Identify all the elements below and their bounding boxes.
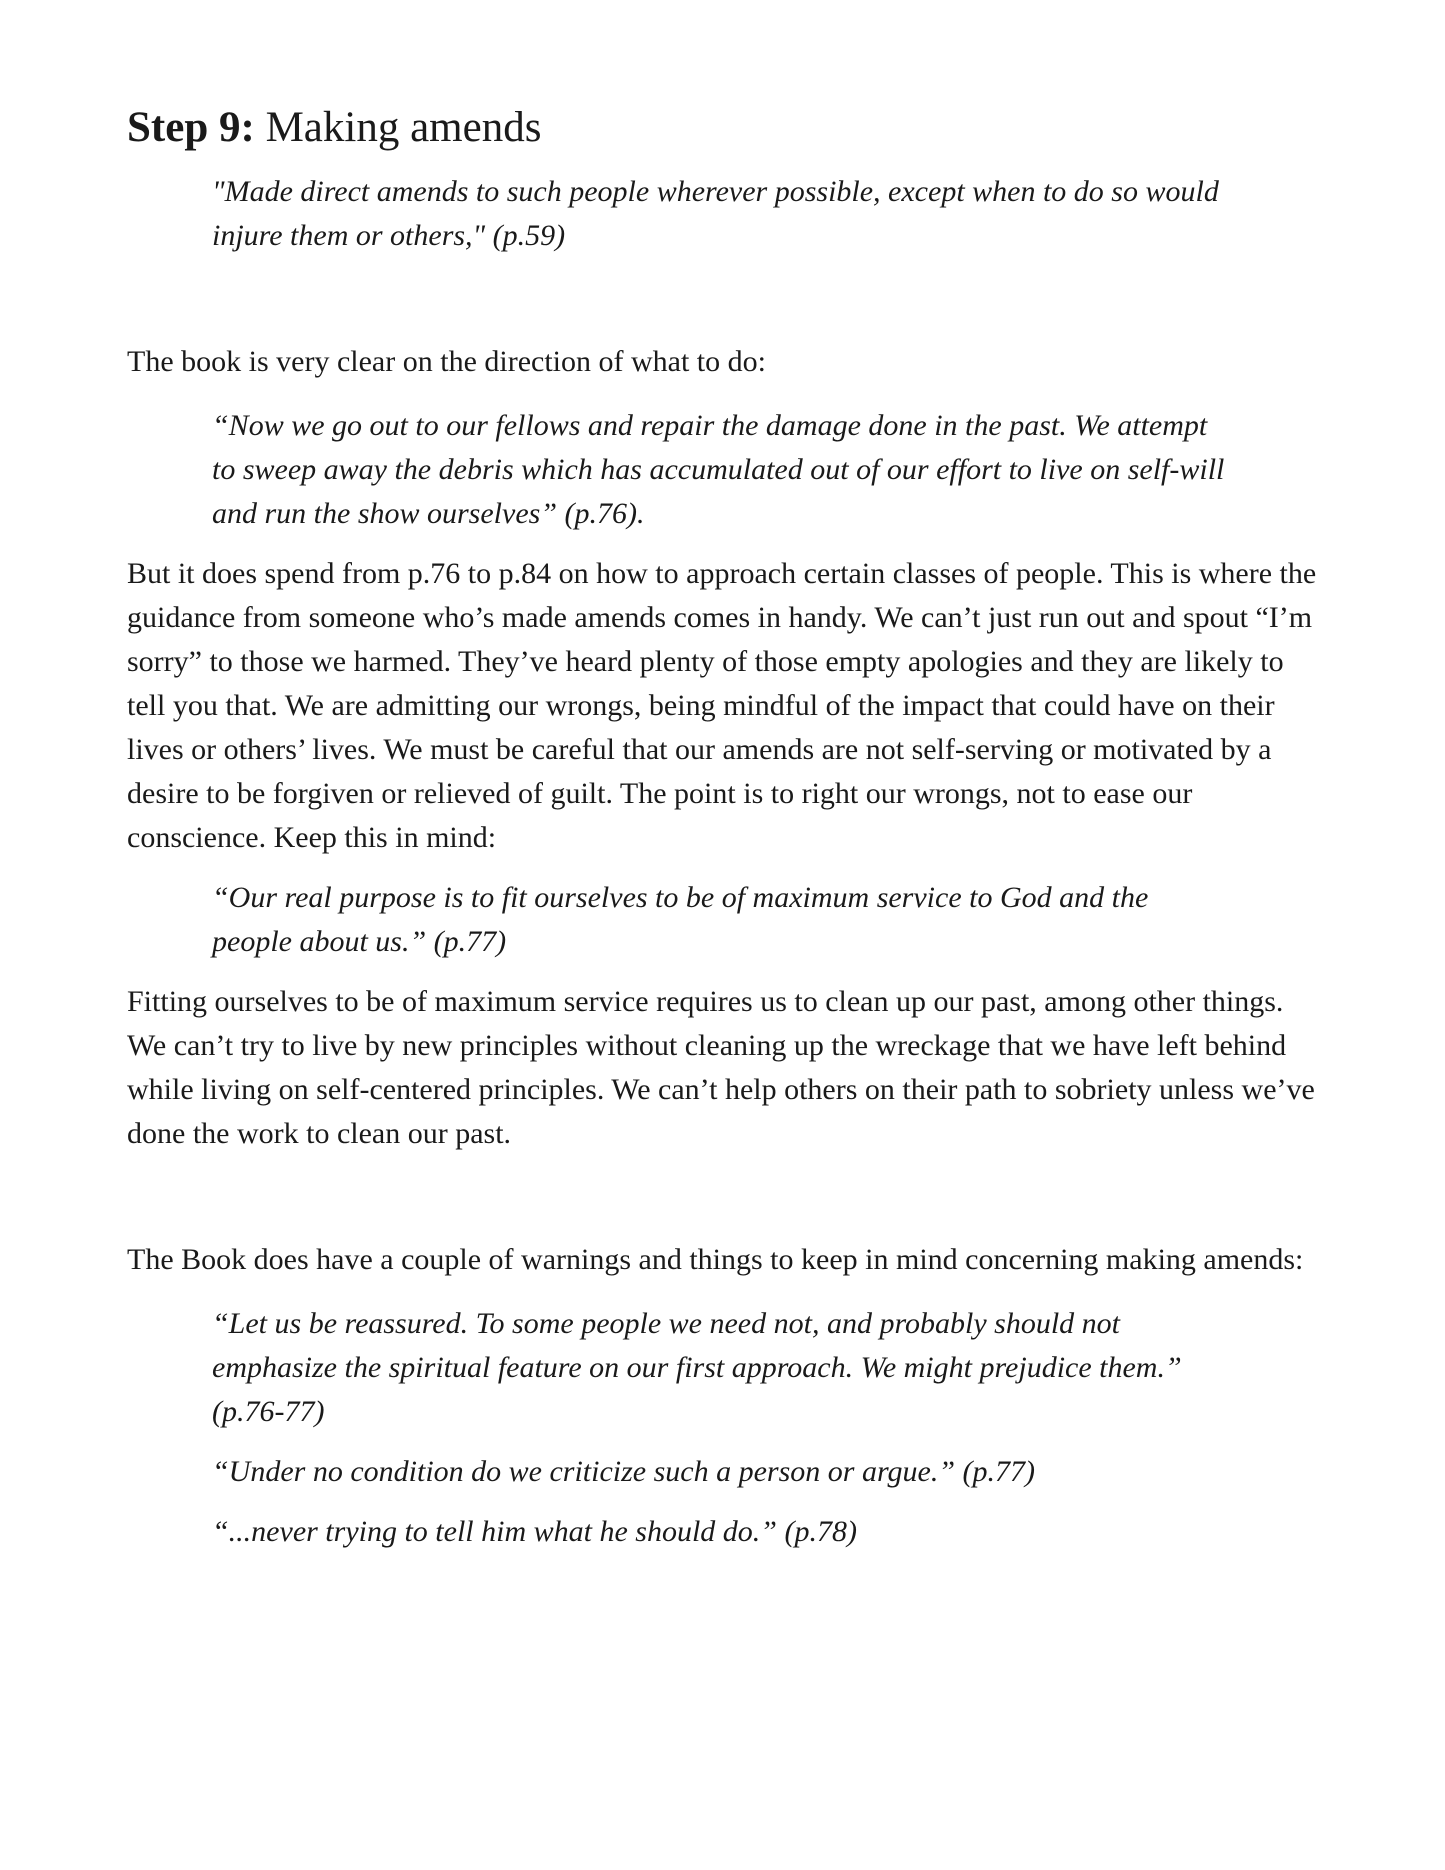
paragraph-approach: But it does spend from p.76 to p.84 on how to approach certain classes of people. This is where the guidance from someone who’s made amends comes in handy. We can’t just run out and spout “I’m sorry” to those we harmed. They’ve heard plenty of those empty apologies and they are likely to tell you that. We are admitting our wrongs, being mindful of the impact that could have on their lives or others’ lives. We must be careful that our amends are not self-serving or motivated by a desire to be forgiven or relieved of guilt. The point is to right our wrongs, not to ease our conscience. Keep this in mind:	[127, 557, 1317, 854]
quote-reassured: “Let us be reassured. To some people we need not, and probably should not emphasize the spiritual feature on our first approach. We might prejudice them.” (p.76-77)	[212, 1307, 1182, 1428]
page-title	[127, 100, 1317, 156]
step-title: Making amends	[265, 104, 542, 151]
paragraph-direction: The book is very clear on the direction of what to do:	[127, 345, 766, 378]
document-page	[127, 100, 1317, 1554]
quote-never-tell: “...never trying to tell him what he should do.” (p.78)	[212, 1515, 857, 1548]
intro-quote: "Made direct amends to such people wherever possible, except when to do so would injure them or others," (p.59)	[212, 175, 1219, 252]
quote-real-purpose: “Our real purpose is to fit ourselves to be of maximum service to God and the people about us.” (p.77)	[212, 881, 1149, 958]
step-label: Step 9:	[127, 104, 255, 151]
quote-repair-damage: “Now we go out to our fellows and repair the damage done in the past. We attempt to sweep away the debris which has accumulated out of our effort to live on self-will and run the show ourselves” (p.76).	[212, 409, 1225, 530]
paragraph-maximum-service: Fitting ourselves to be of maximum service requires us to clean up our past, among other things. We can’t try to live by new principles without cleaning up the wreckage that we have left behind while living on self-centered principles. We can’t help others on their path to sobriety unless we’ve done the work to clean our past.	[127, 985, 1315, 1150]
quote-no-criticize: “Under no condition do we criticize such a person or argue.” (p.77)	[212, 1455, 1035, 1488]
paragraph-warnings: The Book does have a couple of warnings and things to keep in mind concerning making amends:	[127, 1243, 1304, 1276]
